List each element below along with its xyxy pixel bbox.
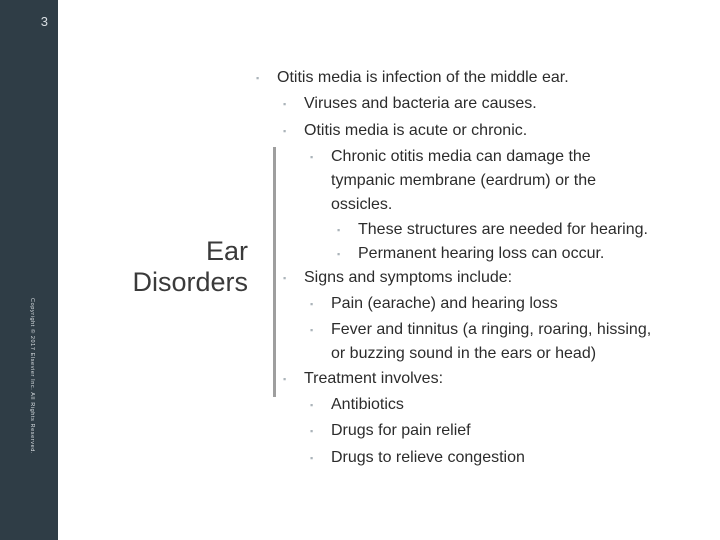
bullet-marker-icon: ▪: [310, 325, 314, 335]
title-line-1: Ear: [205, 236, 248, 266]
bullet-marker-icon: ▪: [283, 374, 287, 384]
bullet-item-continuation: or buzzing sound in the ears or head): [331, 345, 597, 362]
bullet-marker-icon: ▪: [310, 426, 314, 436]
vertical-divider: [273, 147, 276, 397]
bullet-item: These structures are needed for hearing.: [358, 221, 648, 238]
bullet-item: Fever and tinnitus (a ringing, roaring, hissing,: [331, 321, 652, 338]
copyright-notice: Copyright © 2017 Elsevier Inc. All Rights Reserved.: [29, 298, 35, 455]
bullet-marker-icon: ▪: [310, 453, 314, 463]
bullet-item-continuation: ossicles.: [331, 196, 393, 213]
bullet-marker-icon: ▪: [283, 273, 287, 283]
slide-number: 3: [40, 14, 48, 29]
title-line-2: Disorders: [132, 267, 248, 297]
bullet-marker-icon: ▪: [310, 400, 314, 410]
bullet-marker-icon: ▪: [283, 126, 287, 136]
bullet-item: Signs and symptoms include:: [304, 269, 513, 286]
slide-title: [48, 236, 248, 298]
bullet-item: Permanent hearing loss can occur.: [358, 245, 605, 262]
bullet-item-continuation: tympanic membrane (eardrum) or the: [331, 172, 596, 189]
bullet-marker-icon: ▪: [310, 299, 314, 309]
bullet-marker-icon: ▪: [337, 249, 341, 259]
bullet-marker-icon: ▪: [310, 152, 314, 162]
bullet-item: Drugs to relieve congestion: [331, 449, 525, 466]
bullet-item: Chronic otitis media can damage the: [331, 148, 591, 165]
bullet-item: Otitis media is infection of the middle ear.: [277, 69, 569, 86]
bullet-item: Pain (earache) and hearing loss: [331, 295, 558, 312]
bullet-item: Antibiotics: [331, 396, 404, 413]
bullet-item: Drugs for pain relief: [331, 422, 471, 439]
bullet-marker-icon: ▪: [337, 225, 341, 235]
bullet-marker-icon: ▪: [283, 99, 287, 109]
bullet-marker-icon: ▪: [256, 73, 260, 83]
bullet-item: Viruses and bacteria are causes.: [304, 95, 537, 112]
bullet-item: Treatment involves:: [304, 370, 444, 387]
bullet-item: Otitis media is acute or chronic.: [304, 122, 528, 139]
